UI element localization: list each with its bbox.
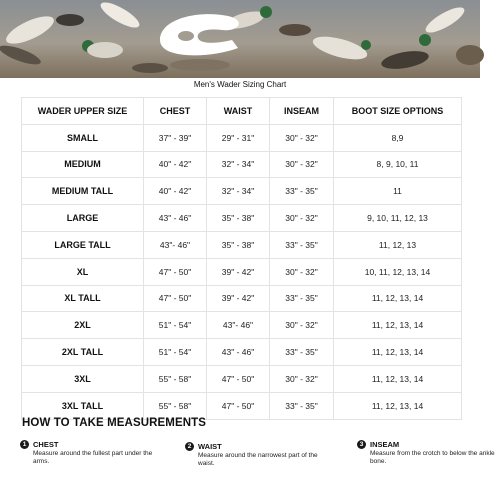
inseam-cell: 30" - 32" <box>270 258 334 285</box>
size-cell: 2XL <box>22 312 144 339</box>
table-row <box>22 365 462 392</box>
header-chest: CHEST <box>144 98 207 125</box>
size-cell: 3XL <box>22 365 144 392</box>
size-cell: LARGE <box>22 205 144 232</box>
step-description: Measure from the crotch to below the ankle bone. <box>370 450 495 465</box>
size-cell: SMALL <box>22 124 144 151</box>
chest-cell: 43"- 46" <box>144 231 207 258</box>
chest-cell: 55" - 58" <box>144 392 207 419</box>
boot-cell: 11, 12, 13, 14 <box>334 285 462 312</box>
waist-cell: 35" - 38" <box>207 205 270 232</box>
table-row <box>22 231 462 258</box>
step-description: Measure around the narrowest part of the waist. <box>198 452 318 467</box>
header-inseam: INSEAM <box>270 98 334 125</box>
table-row <box>22 178 462 205</box>
header-boot-size-options: BOOT SIZE OPTIONS <box>334 98 462 125</box>
size-cell: XL <box>22 258 144 285</box>
table-row <box>22 124 462 151</box>
inseam-cell: 30" - 32" <box>270 205 334 232</box>
size-cell: XL TALL <box>22 285 144 312</box>
table-row <box>22 285 462 312</box>
step-label: INSEAM <box>370 440 400 449</box>
chest-cell: 51" - 54" <box>144 312 207 339</box>
chest-cell: 47" - 50" <box>144 285 207 312</box>
table-row <box>22 392 462 419</box>
waist-cell: 39" - 42" <box>207 285 270 312</box>
table-row <box>22 151 462 178</box>
boot-cell: 8, 9, 10, 11 <box>334 151 462 178</box>
chest-cell: 55" - 58" <box>144 365 207 392</box>
boot-cell: 11 <box>334 178 462 205</box>
boot-cell: 9, 10, 11, 12, 13 <box>334 205 462 232</box>
ducks-illustration <box>0 0 484 73</box>
waist-cell: 32" - 34" <box>207 151 270 178</box>
inseam-cell: 33" - 35" <box>270 339 334 366</box>
step-number-badge: 2 <box>185 442 194 451</box>
inseam-cell: 30" - 32" <box>270 124 334 151</box>
boot-cell: 11, 12, 13, 14 <box>334 312 462 339</box>
size-cell: 2XL TALL <box>22 339 144 366</box>
brand-logo <box>160 14 239 55</box>
boot-cell: 11, 12, 13, 14 <box>334 339 462 366</box>
inseam-cell: 33" - 35" <box>270 178 334 205</box>
size-cell: MEDIUM TALL <box>22 178 144 205</box>
waist-cell: 43"- 46" <box>207 312 270 339</box>
inseam-cell: 33" - 35" <box>270 392 334 419</box>
table-header-row <box>22 98 462 125</box>
step-label: WAIST <box>198 442 222 451</box>
waist-cell: 35" - 38" <box>207 231 270 258</box>
step-number-badge: 3 <box>357 440 366 449</box>
step-number-badge: 1 <box>20 440 29 449</box>
howto-title: HOW TO TAKE MEASUREMENTS <box>22 417 207 429</box>
step-description: Measure around the fullest part under the arms. <box>33 450 153 465</box>
waist-cell: 47" - 50" <box>207 365 270 392</box>
waist-cell: 43" - 46" <box>207 339 270 366</box>
step-label: CHEST <box>33 440 59 449</box>
header-waist: WAIST <box>207 98 270 125</box>
chest-cell: 37" - 39" <box>144 124 207 151</box>
sizing-table <box>21 97 462 420</box>
waist-cell: 32" - 34" <box>207 178 270 205</box>
chest-cell: 43" - 46" <box>144 205 207 232</box>
boot-cell: 11, 12, 13 <box>334 231 462 258</box>
waist-cell: 47" - 50" <box>207 392 270 419</box>
table-row <box>22 312 462 339</box>
size-cell: 3XL TALL <box>22 392 144 419</box>
inseam-cell: 33" - 35" <box>270 285 334 312</box>
duck-photo-image <box>0 0 480 78</box>
waist-cell: 39" - 42" <box>207 258 270 285</box>
inseam-cell: 30" - 32" <box>270 312 334 339</box>
boot-cell: 11, 12, 13, 14 <box>334 392 462 419</box>
inseam-cell: 30" - 32" <box>270 365 334 392</box>
size-cell: MEDIUM <box>22 151 144 178</box>
inseam-cell: 30" - 32" <box>270 151 334 178</box>
inseam-cell: 33" - 35" <box>270 231 334 258</box>
chest-cell: 51" - 54" <box>144 339 207 366</box>
boot-cell: 10, 11, 12, 13, 14 <box>334 258 462 285</box>
chart-title: Men's Wader Sizing Chart <box>193 80 287 89</box>
table-row <box>22 258 462 285</box>
size-cell: LARGE TALL <box>22 231 144 258</box>
table-row <box>22 205 462 232</box>
boot-cell: 11, 12, 13, 14 <box>334 365 462 392</box>
chest-cell: 40" - 42" <box>144 178 207 205</box>
table-row <box>22 339 462 366</box>
waist-cell: 29" - 31" <box>207 124 270 151</box>
boot-cell: 8,9 <box>334 124 462 151</box>
header-banner <box>0 0 480 78</box>
chest-cell: 40" - 42" <box>144 151 207 178</box>
chest-cell: 47" - 50" <box>144 258 207 285</box>
header-wader-upper-size: WADER UPPER SIZE <box>22 98 144 125</box>
